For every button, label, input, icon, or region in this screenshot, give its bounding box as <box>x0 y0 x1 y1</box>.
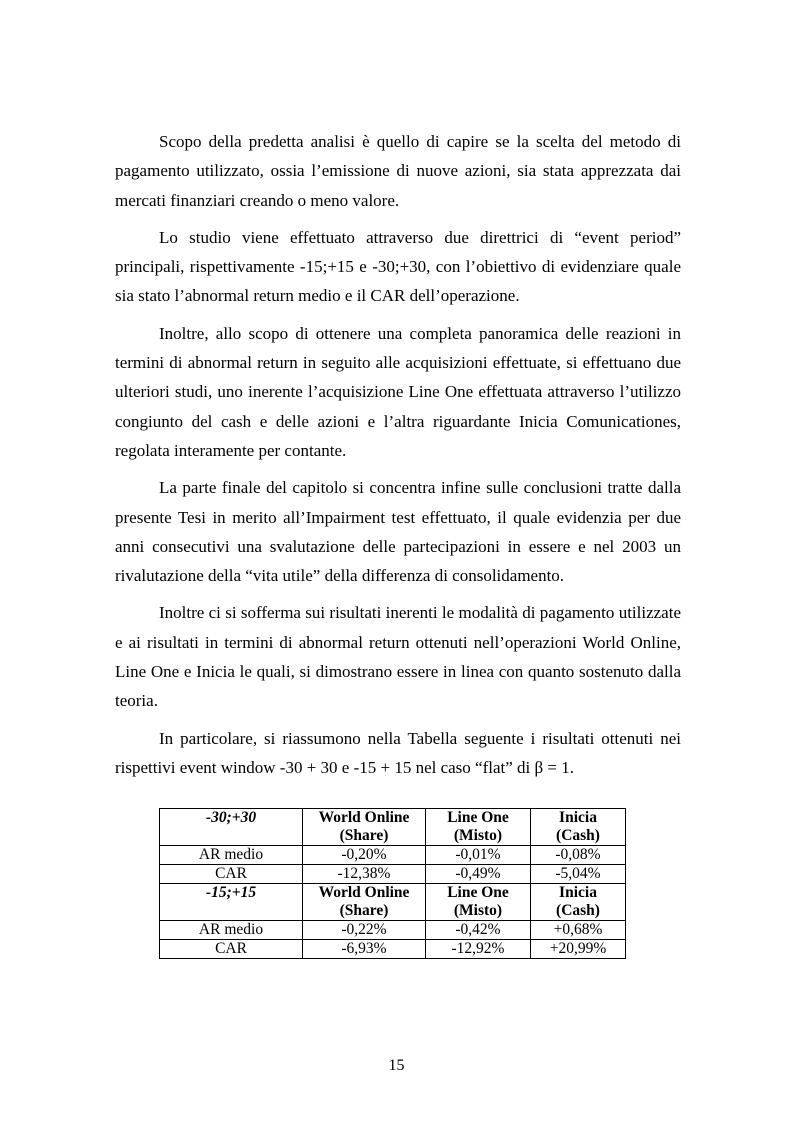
header-cell-inicia <box>531 884 626 921</box>
paragraph: Scopo della predetta analisi è quello di capire se la scelta del metodo di pagamento utilizzato, ossia l’emissione di nuove azioni, sia stata apprezzata dai mercati finanziari creando o meno valore. <box>115 132 681 210</box>
header-line: World Online (Share) <box>318 884 410 919</box>
paragraph: La parte finale del capitolo si concentra infine sulle conclusioni tratte dalla presente Tesi in merito all’Impairment test effettuato, il quale evidenzia per due anni consecutivi una svalutazione delle partecipazioni in essere e nel 2003 un rivalutazione della “vita utile” della differenza di consolidamento. <box>115 478 681 586</box>
table-cell: -0,20% <box>303 846 426 865</box>
table-cell: -6,93% <box>303 940 426 959</box>
table-cell: AR medio <box>160 846 303 865</box>
table-cell: CAR <box>160 940 303 959</box>
table-row <box>160 921 626 940</box>
paragraph: Inoltre, allo scopo di ottenere una completa panoramica delle reazioni in termini di abnormal return in seguito alle acquisizioni effettuate, si effettuano due ulteriori studi, uno inerente l’acquisizione Line One effettuata attraverso l’utilizzo congiunto del cash e delle azioni e l’altra riguardante Inicia Comunicationes, regolata interamente per contante. <box>115 323 681 460</box>
paragraph: Lo studio viene effettuato attraverso due direttrici di “event period” principali, rispettivamente -15;+15 e -30;+30, con l’obiettivo di evidenziare quale sia stato l’abnormal return medio e il CAR dell’operazione. <box>115 227 681 306</box>
table-cell: -5,04% <box>531 865 626 884</box>
header-cell-world-online <box>303 809 426 846</box>
header-line: Inicia (Cash) <box>556 809 600 844</box>
results-table <box>159 808 626 959</box>
table-cell: +0,68% <box>531 921 626 940</box>
table-cell: -0,49% <box>426 865 531 884</box>
header-cell-line-one <box>426 884 531 921</box>
table-header-row <box>160 884 626 921</box>
table-cell: CAR <box>160 865 303 884</box>
header-cell-window: -15;+15 <box>160 884 303 921</box>
results-table-wrapper <box>159 808 626 959</box>
table-cell: -0,42% <box>426 921 531 940</box>
table-header-row <box>160 809 626 846</box>
header-line: World Online (Share) <box>318 809 410 844</box>
table-cell: -0,22% <box>303 921 426 940</box>
table-cell: -0,01% <box>426 846 531 865</box>
table-cell: -0,08% <box>531 846 626 865</box>
header-cell-inicia <box>531 809 626 846</box>
header-cell-window: -30;+30 <box>160 809 303 846</box>
paragraph: In particolare, si riassumono nella Tabella seguente i risultati ottenuti nei rispettivi event window -30 + 30 e -15 + 15 nel caso “flat” di β = 1. <box>115 728 681 777</box>
header-cell-line-one <box>426 809 531 846</box>
header-line: Inicia (Cash) <box>556 884 600 919</box>
table-cell: -12,92% <box>426 940 531 959</box>
header-cell-world-online <box>303 884 426 921</box>
body-text <box>115 127 681 790</box>
header-line: Line One (Misto) <box>447 884 509 919</box>
paragraph: Inoltre ci si sofferma sui risultati inerenti le modalità di pagamento utilizzate e ai risultati in termini di abnormal return ottenuti nell’operazioni World Online, Line One e Inicia le quali, si dimostrano essere in linea con quanto sostenuto dalla teoria. <box>115 603 681 711</box>
table-cell: -12,38% <box>303 865 426 884</box>
table-cell: +20,99% <box>531 940 626 959</box>
table-cell: AR medio <box>160 921 303 940</box>
table-row <box>160 865 626 884</box>
header-line: Line One (Misto) <box>447 809 509 844</box>
page-number: 15 <box>388 1057 405 1074</box>
table-row <box>160 846 626 865</box>
table-row <box>160 940 626 959</box>
